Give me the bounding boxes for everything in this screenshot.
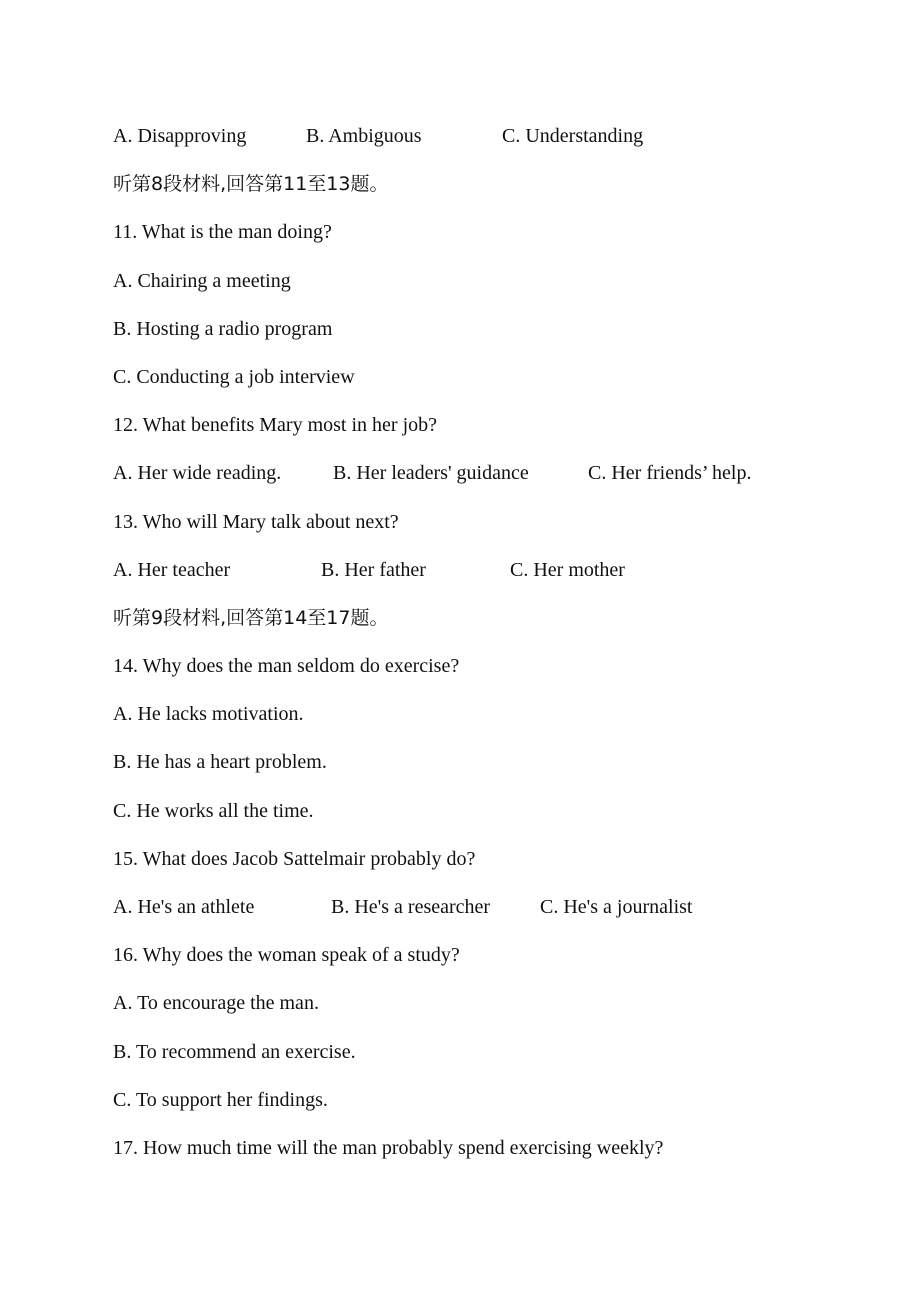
question-16: 16. Why does the woman speak of a study? xyxy=(113,944,460,967)
option-c: C. Her mother xyxy=(510,558,625,581)
option-a: A. He lacks motivation. xyxy=(113,703,304,726)
option-c: C. Conducting a job interview xyxy=(113,365,355,388)
option-a: A. Her teacher xyxy=(113,558,231,581)
option-b: B. Her father xyxy=(321,558,426,581)
options-row xyxy=(113,890,833,938)
option-b: B. Ambiguous xyxy=(306,125,422,147)
option-b: B. Hosting a radio program xyxy=(113,317,333,340)
section-instruction: 听第8段材料,回答第11至13题。 xyxy=(113,173,389,196)
option-a: A. Disapproving xyxy=(113,125,247,147)
option-c: C. To support her findings. xyxy=(113,1088,328,1111)
option-a: A. Her wide reading. xyxy=(113,462,282,485)
options-row xyxy=(113,553,833,601)
option-b: B. To recommend an exercise. xyxy=(113,1040,356,1063)
option-a: A. Chairing a meeting xyxy=(113,269,291,292)
question-13: 13. Who will Mary talk about next? xyxy=(113,510,399,533)
option-b: B. He's a researcher xyxy=(331,896,491,918)
option-c: C. He works all the time. xyxy=(113,799,314,822)
exam-page xyxy=(113,119,833,1179)
option-b: B. Her leaders' guidance xyxy=(333,462,529,485)
section-instruction: 听第9段材料,回答第14至17题。 xyxy=(113,606,389,629)
options-row xyxy=(113,456,833,504)
option-c: C. He's a journalist xyxy=(540,896,693,918)
question-12: 12. What benefits Mary most in her job? xyxy=(113,414,438,437)
option-c: C. Understanding xyxy=(502,125,644,147)
question-14: 14. Why does the man seldom do exercise? xyxy=(113,655,460,678)
option-a: A. He's an athlete xyxy=(113,896,255,918)
option-a: A. To encourage the man. xyxy=(113,992,319,1015)
options-row xyxy=(113,119,833,167)
option-b: B. He has a heart problem. xyxy=(113,751,327,774)
question-17: 17. How much time will the man probably spend exercising weekly? xyxy=(113,1136,664,1159)
question-15: 15. What does Jacob Sattelmair probably do? xyxy=(113,847,476,870)
option-c: C. Her friends’ help. xyxy=(588,462,752,485)
question-11: 11. What is the man doing? xyxy=(113,221,332,244)
